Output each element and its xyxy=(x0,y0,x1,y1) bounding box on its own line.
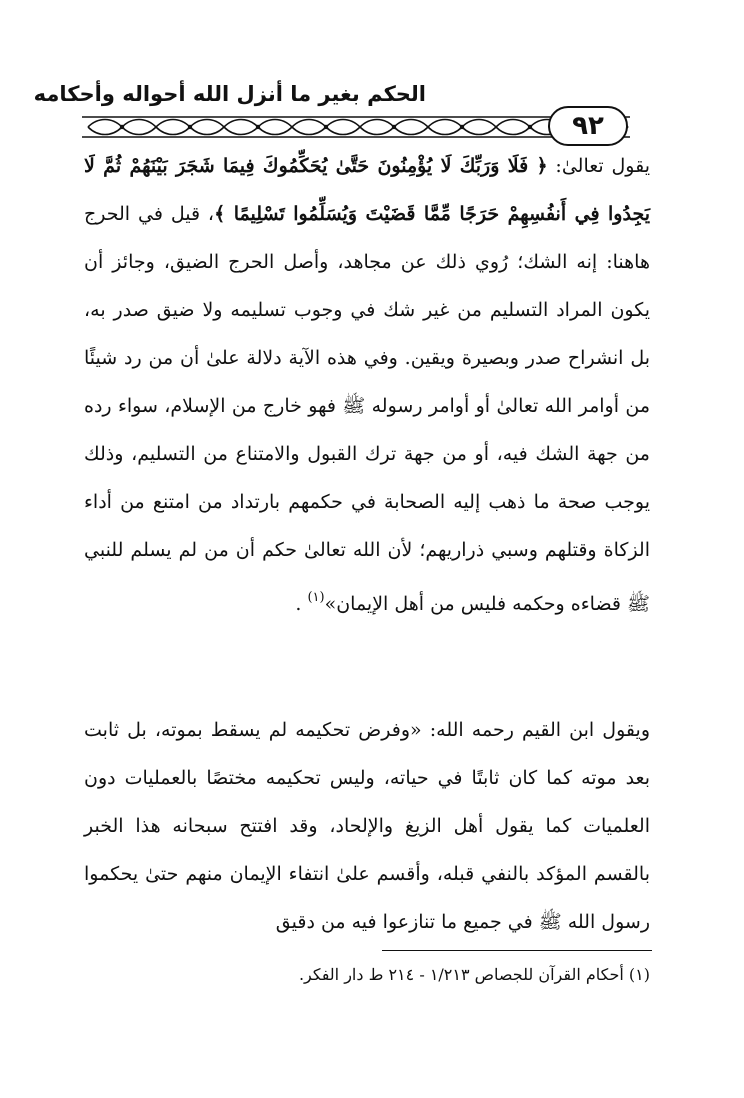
footnote-divider xyxy=(382,950,652,951)
paragraph-1-text: ، قيل في الحرج هاهنا: إنه الشك؛ رُوي ذلك عن مجاهد، وأصل الحرج الضيق، وجائز أن يكون المراد التسليم من غير شك في وجوب تسليمه ولا ضيق صدر به، بل انشراح صدر وبصيرة ويقين. وفي هذه الآية دلالة علىٰ أن من رد شيئًا من أوامر الله تعالىٰ أو أوامر رسوله ﷺ فهو خارج من الإسلام، سواء رده من جهة الشك فيه، أو من جهة ترك القبول والامتناع من التسليم، وذلك يوجب صحة ما ذهب إليه الصحابة في حكمهم بارتداد من امتنع من أداء الزكاة وقتلهم وسبي ذراريهم؛ لأن الله تعالىٰ حكم أن من لم يسلم للنبي ﷺ قضاءه وحكمه فليس من أهل الإيمان» xyxy=(84,203,650,615)
paragraph-1 xyxy=(84,142,650,628)
paragraph-1-end: . xyxy=(295,593,308,615)
quran-verse: ﴿ فَلَا وَرَبِّكَ لَا يُؤْمِنُونَ حَتَّىٰ يُحَكِّمُوكَ فِيمَا شَجَرَ بَيْنَهُمْ ثُمَّ لَا يَجِدُوا فِي أَنفُسِهِمْ حَرَجًا مِّمَّا قَضَيْتَ وَيُسَلِّمُوا تَسْلِيمًا ﴾ xyxy=(84,155,650,225)
footnote-reference: (١) xyxy=(307,590,325,605)
paragraph-2: ويقول ابن القيم رحمه الله: «وفرض تحكيمه لم يسقط بموته، بل ثابت بعد موته كما كان ثابتًا في حياته، وليس تحكيمه مختصًا بالعمليات دون العلميات كما يقول أهل الزيغ والإلحاد، وقد افتتح سبحانه هذا الخبر بالقسم المؤكد بالنفي قبله، وأقسم علىٰ انتفاء الإيمان منهم حتىٰ يحكموا رسول الله ﷺ في جميع ما تنازعوا فيه من دقيق xyxy=(84,719,650,933)
page-number: ٩٢ xyxy=(548,106,628,146)
paragraph-1-intro: يقول تعالىٰ: xyxy=(547,155,650,177)
footnote: (١) أحكام القرآن للجصاص ١/٢١٣ - ٢١٤ ط دار الفكر. xyxy=(298,965,650,984)
running-title: الحكم بغير ما أنزل الله أحواله وأحكامه xyxy=(33,82,426,106)
